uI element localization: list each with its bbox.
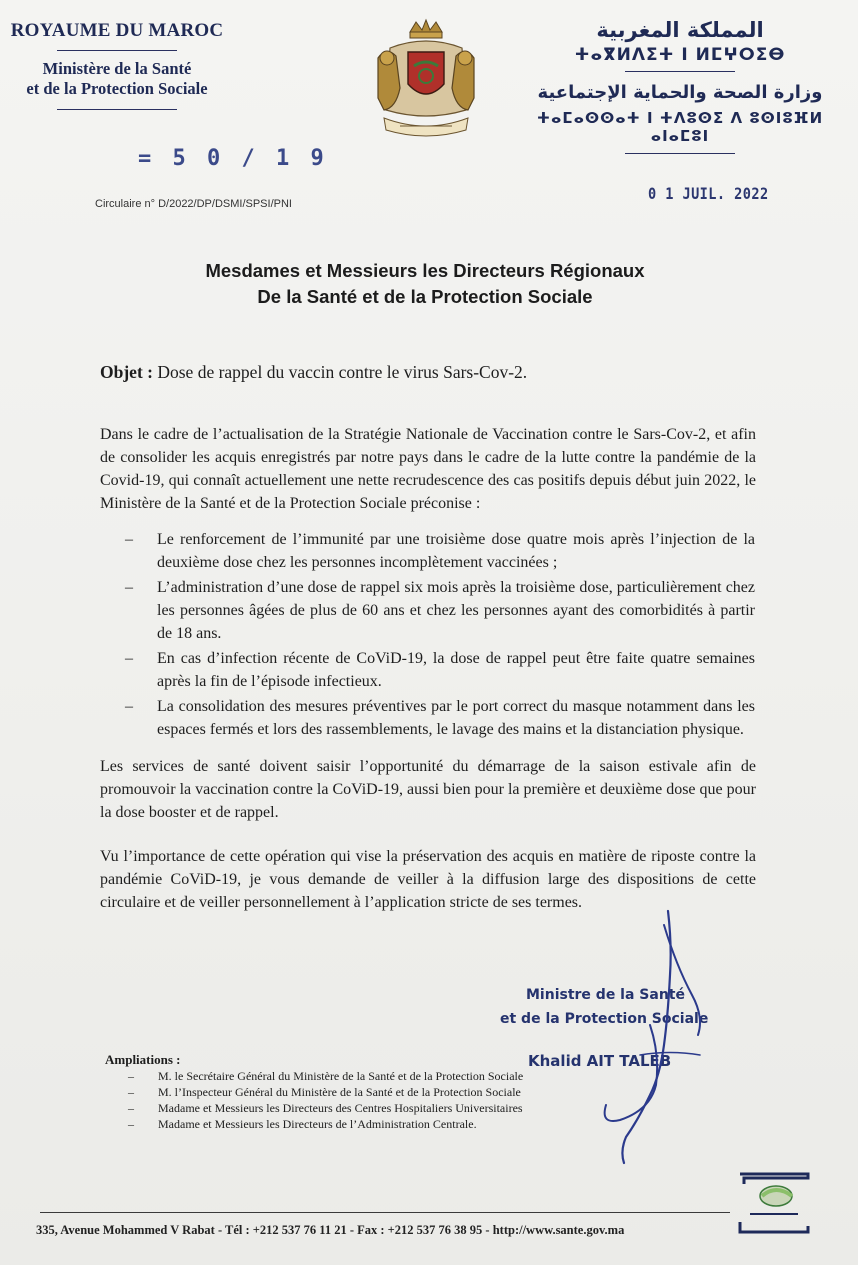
ampliation-text: Madame et Messieurs les Directeurs des Centres Hospitaliers Universitaires (158, 1101, 523, 1115)
ampliation-text: M. le Secrétaire Général du Ministère de la Santé et de la Protection Sociale (158, 1069, 524, 1083)
bullet-dash: – (125, 531, 133, 548)
list-item-text: L’administration d’une dose de rappel six mois après la troisième dose, particulièrement chez les personnes âgées de plus de 60 ans et chez les personnes ayant des comorbidités à partir de 18 ans. (157, 579, 755, 642)
object-text: Dose de rappel du vaccin contre le virus Sars-Cov-2. (157, 362, 528, 382)
header-divider (57, 109, 177, 110)
ampliations-list (128, 1068, 523, 1132)
kingdom-name-fr: ROYAUME DU MAROC (10, 20, 224, 41)
bullet-dash: – (128, 1069, 134, 1083)
kingdom-name-tifinagh: ⵜⴰⴳⵍⴷⵉⵜ ⵏ ⵍⵎⵖⵔⵉⴱ (574, 45, 786, 65)
minister-title-line2: et de la Protection Sociale (500, 1011, 709, 1027)
list-item (128, 1116, 523, 1132)
header-left (6, 20, 228, 118)
bullet-dash: – (128, 1117, 134, 1131)
handwritten-signature-icon (580, 905, 730, 1170)
kingdom-name-ar: المملكة المغربية (596, 18, 764, 42)
list-item (125, 647, 755, 693)
list-item (125, 528, 755, 574)
ampliations-title: Ampliations : (105, 1052, 181, 1067)
header-right (520, 18, 840, 162)
header-divider (625, 153, 735, 154)
circulaire-reference: Circulaire n° D/2022/DP/DSMI/SPSI/PNI (95, 198, 292, 210)
list-item-text: Le renforcement de l’immunité par une troisième dose quatre mois après l’injection de la deuxième dose chez les personnes incomplètement vaccinées ; (157, 531, 755, 571)
footer-divider (40, 1212, 730, 1213)
coat-of-arms-icon (370, 18, 482, 140)
list-item (128, 1100, 523, 1116)
bullet-dash: – (128, 1101, 134, 1115)
list-item-text: La consolidation des mesures préventives par le port correct du masque notamment dans les espaces fermés et lors des rassemblements, le lavage des mains et la distanciation physique. (157, 698, 755, 738)
reference-number-stamp: = 5 0 / 1 9 (138, 146, 328, 171)
addressee-line1: Mesdames et Messieurs les Directeurs Régionaux (205, 260, 645, 281)
addressee-line2: De la Santé et de la Protection Sociale (257, 286, 593, 307)
bullet-dash: – (128, 1085, 134, 1099)
date-stamp: 0 1 JUIL. 2022 (648, 184, 769, 203)
paragraph-services: Les services de santé doivent saisir l’opportunité du démarrage de la saison estivale afin de promouvoir la vaccination contre la CoViD-19, aussi bien pour la première et deuxième dose que pour la dose booster et de rappel. (100, 758, 756, 821)
paragraph-conclusion: Vu l’importance de cette opération qui vise la préservation des acquis en matière de riposte contre la pandémie CoViD-19, je vous demande de veiller à la diffusion large des dispositions de cette circulaire et de veiller personnellement à l’application stricte de ses termes. (100, 848, 756, 911)
header-divider (57, 50, 177, 51)
minister-title-line1: Ministre de la Santé (526, 987, 685, 1003)
list-item (128, 1084, 523, 1100)
bullet-dash: – (125, 579, 133, 596)
bullet-dash: – (125, 698, 133, 715)
addressee (100, 258, 750, 310)
list-item (125, 695, 755, 741)
bullet-dash: – (125, 650, 133, 667)
ministry-logo-icon (736, 1170, 812, 1240)
paragraph-intro: Dans le cadre de l’actualisation de la Stratégie Nationale de Vaccination contre le Sars-Cov-2, et afin de consolider les acquis enregistrés par notre pays dans le cadre de la lutte contre la pandémie de la Covid-19, qui connaît actuellement une nette recrudescence des cas positifs depuis début juin 2022, le Ministère de la Santé et de la Protection Sociale préconise : (100, 426, 756, 512)
ampliation-text: M. l’Inspecteur Général du Ministère de la Santé et de la Protection Sociale (158, 1085, 521, 1099)
ampliation-text: Madame et Messieurs les Directeurs de l’Administration Centrale. (158, 1117, 477, 1131)
list-item-text: En cas d’infection récente de CoViD-19, la dose de rappel peut être faite quatre semaines après la fin de l’épisode infectieux. (157, 650, 755, 690)
footer-address: 335, Avenue Mohammed V Rabat - Tél : +212 537 76 11 21 - Fax : +212 537 76 38 95 - http://www.sante.gov.ma (36, 1223, 625, 1237)
ministry-name-tifinagh: ⵜⴰⵎⴰⵙⵙⴰⵜ ⵏ ⵜⴷⵓⵙⵉ ⴷ ⵓⵙⵏⵓⴼⵍ ⴰⵏⴰⵎⵓⵏ (536, 109, 824, 145)
header-divider (625, 71, 735, 72)
ministry-name-ar: وزارة الصحة والحماية الإجتماعية (537, 82, 823, 103)
recommendations-list (125, 528, 755, 743)
ministry-name-fr-line1: Ministère de la Santé (42, 59, 192, 78)
minister-name: Khalid AIT TALEB (528, 1052, 672, 1070)
list-item (125, 576, 755, 645)
object-label: Objet : (100, 362, 153, 382)
list-item (128, 1068, 523, 1084)
ministry-name-fr-line2: et de la Protection Sociale (26, 79, 208, 98)
object-line (100, 362, 527, 383)
